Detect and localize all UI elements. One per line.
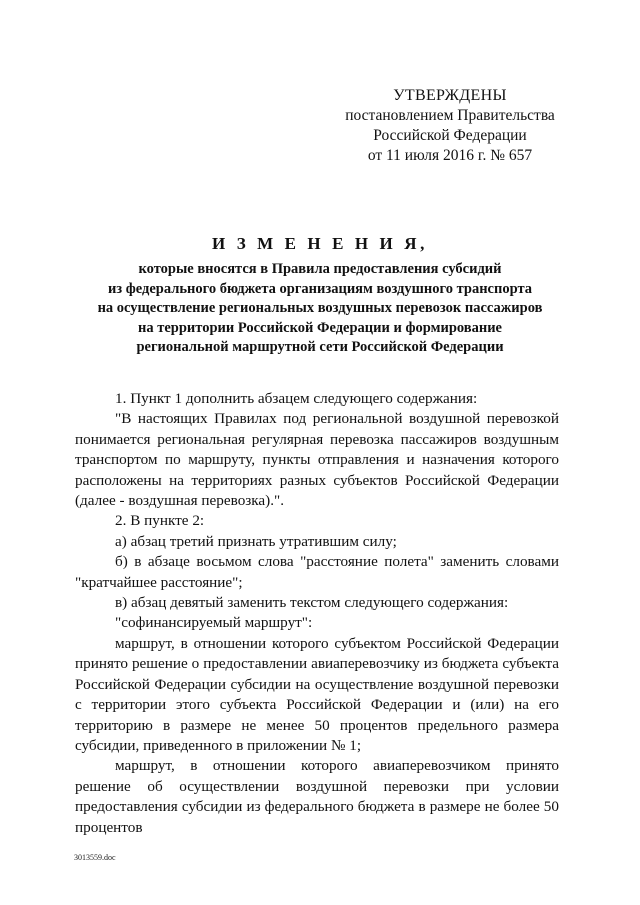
- body-paragraph: "софинансируемый маршрут":: [115, 614, 313, 632]
- approval-line-2: Российской Федерации: [373, 127, 527, 144]
- approved-heading: УТВЕРЖДЕНЫ: [393, 87, 507, 104]
- body-paragraph: 1. Пункт 1 дополнить абзацем следующего содержания:: [115, 390, 478, 407]
- file-code: 3013559.doc: [74, 853, 116, 862]
- body-paragraph: маршрут, в отношении которого авиаперевозчиком принято решение об осуществлении воздушной перевозки при условии предоставления субсидии из федерального бюджета в размере не более 50 процентов: [75, 757, 559, 836]
- approval-stamp: [330, 86, 570, 166]
- body-paragraph: 2. В пункте 2:: [115, 512, 205, 530]
- subtitle-line: на территории Российской Федерации и формирование: [138, 319, 502, 336]
- body-paragraph: б) в абзаце восьмом слова "расстояние полета" заменить словами "кратчайшее расстояние";: [75, 553, 559, 591]
- body-paragraph: в) абзац девятый заменить текстом следующего содержания:: [115, 594, 509, 612]
- subtitle-line: из федерального бюджета организациям воздушного транспорта: [107, 280, 533, 297]
- approval-line-3: от 11 июля 2016 г. № 657: [367, 147, 533, 164]
- subtitle-line: на осуществление региональных воздушных перевозок пассажиров: [97, 300, 543, 317]
- subtitle-line: региональной маршрутной сети Российской Федерации: [136, 339, 504, 356]
- body-paragraph: маршрут, в отношении которого субъектом Российской Федерации принято решение о предоставлении авиаперевозчику из бюджета субъекта Российской Федерации субсидии на осуществление воздушной перевозки с территории этого субъекта Российской Федерации и (или) на его территорию в размере не менее 50 процентов предельного размера субсидии, приведенного в приложении № 1;: [75, 634, 559, 754]
- body-paragraph: а) абзац третий признать утратившим силу;: [115, 532, 397, 550]
- document-subtitle: [60, 260, 580, 358]
- approval-line-1: постановлением Правительства: [345, 107, 555, 124]
- subtitle-line: которые вносятся в Правила предоставления субсидий: [138, 261, 502, 277]
- document-body: [75, 389, 559, 838]
- document-title: И З М Е Н Е Н И Я,: [212, 234, 428, 253]
- body-paragraph: "В настоящих Правилах под региональной воздушной перевозкой понимается региональная регулярная перевозка пассажиров воздушным транспортом по маршруту, пункты отправления и назначения которого расположены на территориях разных субъектов Российской Федерации (далее - воздушная перевозка).".: [75, 410, 559, 510]
